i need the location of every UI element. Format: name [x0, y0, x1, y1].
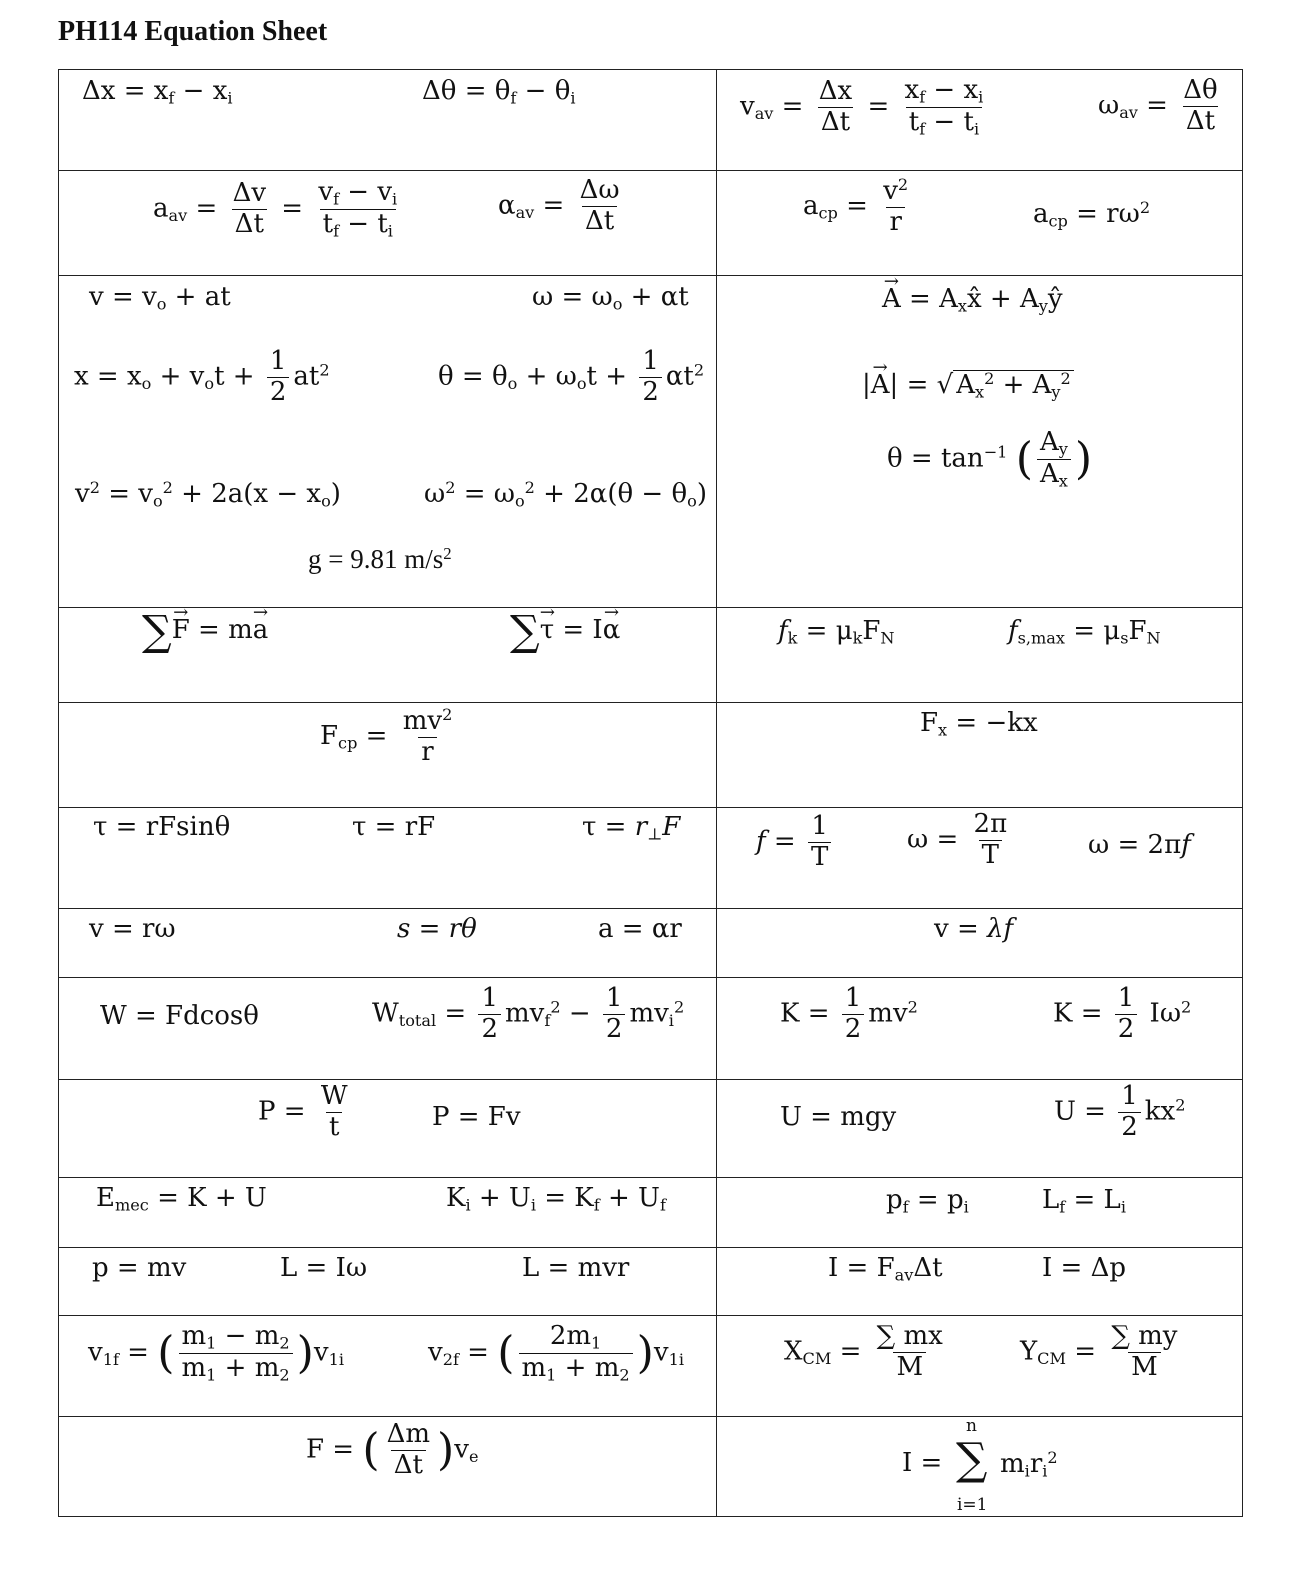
eq-angular-momentum: L = Iω [280, 1253, 368, 1283]
eq-average-velocity: $v_{av}$ = $\frac{\Delta x}{\Delta t}$ = $\frac{x_f - x_i}{t_f - t_i}$ [740, 75, 984, 139]
eq-elastic-collision-v2f: $v_{2f}$ = ( $\frac{2m_1}{m_1 + m_2}$ )$v_{1i}$ [428, 1321, 684, 1385]
eq-angular-velocity-squared: $\omega^2 = \omega_o^2 + 2\alpha(\theta - \theta_o)$ [424, 478, 707, 511]
column-divider [716, 70, 717, 1516]
eq-centripetal-force: $F_{cp}$ = $\frac{mv^2}{r}$ [320, 705, 453, 767]
row-divider [59, 1247, 1242, 1248]
eq-rotational-kinetic-energy: K = $\frac{1}{2}$ $I\omega^2$ [1053, 983, 1192, 1044]
eq-angle-time: $\theta = \theta_o + \omega_ot$ + $\frac{1}{2}$ $\alpha t^2$ [438, 346, 705, 407]
eq-position-time: $x = x_o + v_ot$ + $\frac{1}{2}$ $at^2$ [74, 346, 330, 407]
eq-torque-sin: τ = rFsinθ [93, 812, 231, 842]
eq-moment-of-inertia-sum: $m_ir_i^2$ [1000, 1448, 1058, 1481]
eq-spring-potential: U = $\frac{1}{2}$ $kx^2$ [1054, 1081, 1186, 1142]
eq-average-angular-acceleration: $\alpha_{av}$ = $\frac{\Delta\omega}{\Delta t}$ [498, 175, 620, 236]
eq-tangential-acceleration: a = αr [598, 914, 682, 944]
eq-kinetic-energy: K = $\frac{1}{2}$ $mv^2$ [780, 983, 918, 1044]
eq-centripetal-acceleration: $a_{cp}$ = $\frac{v^2}{r}$ [803, 175, 909, 237]
eq-static-friction: $f_{s,max} = \mu_sF_N$ [1008, 616, 1161, 648]
eq-momentum: p = mv [92, 1253, 187, 1283]
eq-torque-perpendicular: $\tau = r_\perp F$ [582, 812, 681, 844]
eq-center-of-mass-y: $Y_{CM}$ = $\frac{\sum my}{M}$ [1020, 1321, 1178, 1382]
eq-impulse-momentum: I = Δp [1042, 1253, 1127, 1283]
row-divider [59, 275, 1242, 276]
eq-angular-momentum-particle: L = mvr [522, 1253, 630, 1283]
eq-angular-frequency: ω = 2πf [1088, 830, 1191, 860]
eq-gravitational-potential: U = mgy [780, 1102, 897, 1132]
eq-kinetic-friction: $f_k = \mu_kF_N$ [778, 616, 895, 648]
row-divider [59, 702, 1242, 703]
eq-frequency: f = $\frac{1}{T}$ [756, 812, 835, 873]
eq-tangential-velocity: v = rω [89, 914, 176, 944]
eq-rocket-thrust: F = ( $\frac{\Delta m}{\Delta t}$ )$v_e$ [306, 1419, 479, 1480]
eq-momentum-conservation: $p_f = p_i$ [886, 1185, 969, 1217]
eq-hookes-law: $F_x = -kx$ [920, 708, 1038, 740]
sum-upper-limit: n [966, 1416, 977, 1436]
eq-energy-conservation: $K_i + U_i = K_f + U_f$ [446, 1183, 666, 1215]
eq-power-work: P = $\frac{W}{t}$ [258, 1081, 348, 1142]
eq-centripetal-acceleration-omega: $a_{cp} = r\omega^2$ [1033, 198, 1151, 231]
row-divider [59, 977, 1242, 978]
eq-elastic-collision-v1f: $v_{1f}$ = ( $\frac{m_1 - m_2}{m_1 + m_2}$ )$v_{1i}$ [88, 1321, 344, 1385]
eq-angular-momentum-conservation: $L_f = L_i$ [1042, 1185, 1126, 1217]
sum-lower-limit: i=1 [957, 1495, 988, 1515]
row-divider [59, 1416, 1242, 1417]
eq-angular-displacement: $\Delta\theta = \theta_f - \theta_i$ [422, 76, 576, 108]
summation-sign: ∑ [956, 1434, 988, 1485]
eq-mechanical-energy: $E_{mec} = K + U$ [96, 1183, 267, 1215]
eq-power-force: P = Fv [432, 1102, 521, 1132]
eq-arc-length: s = rθ [397, 914, 477, 944]
row-divider [59, 607, 1242, 608]
eq-work: W = Fdcosθ [100, 1001, 259, 1031]
eq-angular-velocity-time: $\omega = \omega_o + \alpha t$ [532, 282, 689, 314]
row-divider [59, 1315, 1242, 1316]
row-divider [59, 807, 1242, 808]
eq-center-of-mass-x: $X_{CM}$ = $\frac{\sum mx}{M}$ [784, 1321, 943, 1382]
row-divider [59, 1177, 1242, 1178]
eq-angular-frequency-period: ω = $\frac{2\pi}{T}$ [907, 809, 1008, 870]
eq-impulse-force: $I = F_{av}\Delta t$ [828, 1253, 943, 1285]
eq-displacement: $\Delta x = x_f - x_i$ [82, 76, 233, 108]
eq-average-angular-velocity: $\omega_{av}$ = $\frac{\Delta\theta}{\Delta t}$ [1098, 75, 1218, 136]
eq-velocity-squared: $v^2 = v_o^2 + 2a(x - x_o)$ [75, 478, 341, 511]
eq-rotational-second-law: ∑τ → = Iα → [510, 610, 620, 652]
eq-work-energy-theorem: $W_{total}$ = $\frac{1}{2}$ $mv_f^2$ − $\frac{1}{2}$ $mv_i^2$ [372, 983, 685, 1044]
row-divider [59, 1079, 1242, 1080]
row-divider [59, 908, 1242, 909]
eq-velocity-time: $v = v_o$ + at [89, 282, 231, 314]
row-divider [59, 170, 1242, 171]
eq-wave-speed: v = λf [934, 914, 1014, 944]
eq-newtons-second-law: ∑F → = ma → [142, 610, 268, 652]
eq-vector-components: A → = $A_xx̂$ + $A_yŷ$ [882, 286, 1063, 315]
page-title: PH114 Equation Sheet [58, 16, 328, 47]
eq-moment-of-inertia: I = [902, 1448, 943, 1478]
eq-torque-rf: τ = rF [352, 812, 436, 842]
eq-vector-angle: $\theta = \tan^{-1}$ ( $\frac{A_y}{A_x}$ ) [887, 427, 1093, 491]
eq-gravity-constant: g = 9.81 $m/s^2$ [308, 544, 452, 575]
eq-average-acceleration: $a_{av}$ = $\frac{\Delta v}{\Delta t}$ = $\frac{v_f - v_i}{t_f - t_i}$ [153, 177, 398, 241]
eq-vector-magnitude: |A →| = √ $A_x^2 + A_y^2$ [862, 370, 1074, 400]
